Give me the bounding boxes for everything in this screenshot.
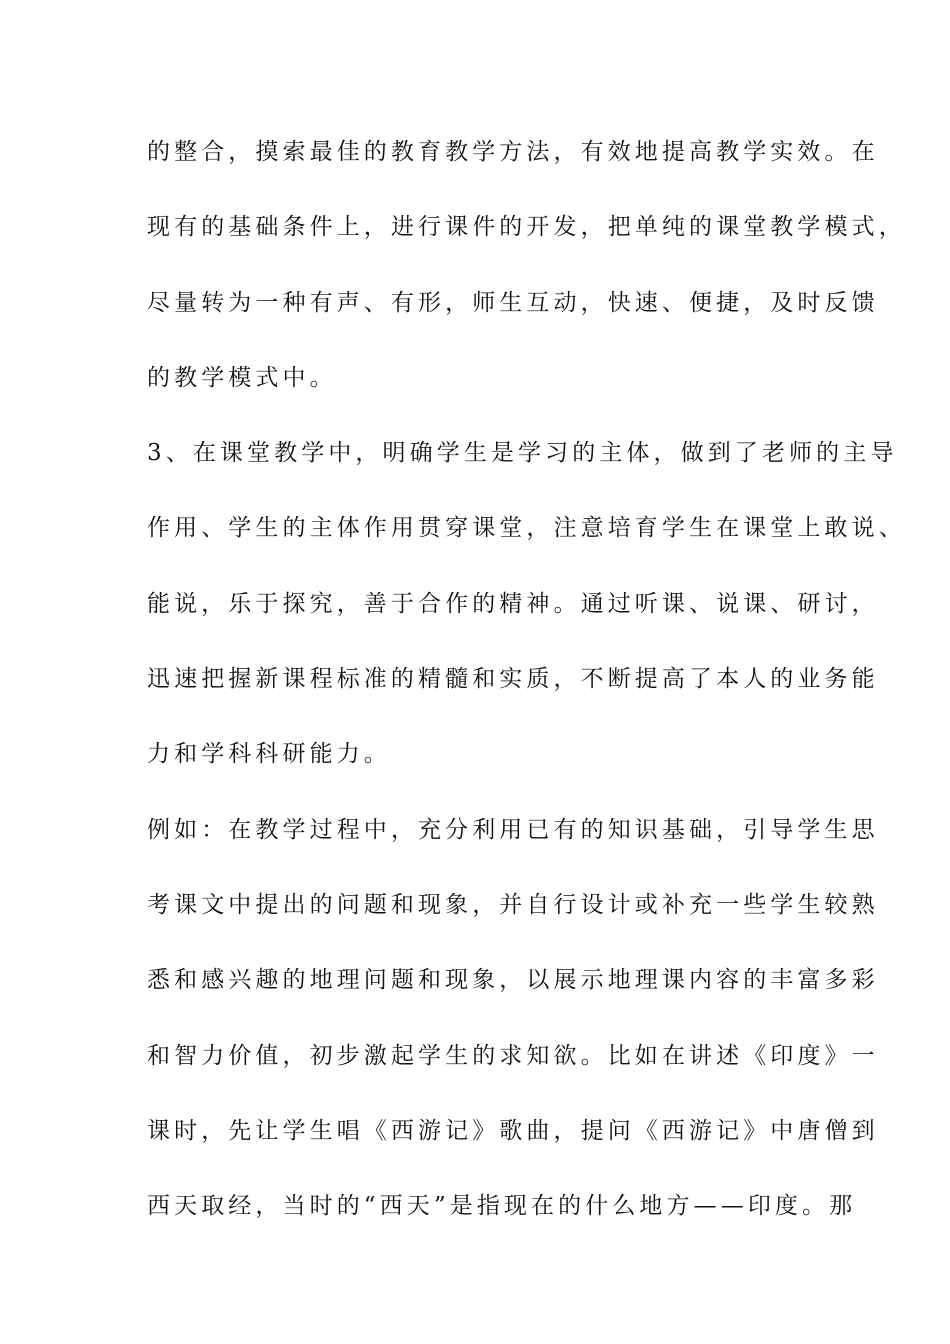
text-line: 力和学科科研能力。 — [147, 741, 391, 768]
body-text — [147, 132, 906, 1261]
text-line: 考课文中提出的问题和现象，并自行设计或补充一些学生较熟 — [147, 891, 879, 918]
text-line: 迅速把握新课程标准的精髓和实质，不断提高了本人的业务能 — [147, 666, 879, 693]
text-line: 的整合，摸索最佳的教育教学方法，有效地提高教学实效。在 — [147, 139, 879, 165]
text-line: 3、在课堂教学中，明确学生是学习的主体，做到了老师的主导 — [147, 440, 898, 467]
text-line: 现有的基础条件上，进行课件的开发，把单纯的课堂教学模式， — [147, 214, 906, 241]
text-line: 能说，乐于探究，善于合作的精神。通过听课、说课、研讨， — [147, 590, 879, 617]
text-line: 西天取经，当时的“西天”是指现在的什么地方——印度。那 — [147, 1193, 857, 1220]
text-line: 作用、学生的主体作用贯穿课堂，注意培育学生在课堂上敢说、 — [147, 515, 906, 542]
text-line: 尽量转为一种有声、有形，师生互动，快速、便捷，及时反馈 — [147, 289, 879, 316]
text-line: 例如：在教学过程中，充分利用已有的知识基础，引导学生思 — [147, 816, 879, 843]
text-line: 和智力价值，初步激起学生的求知欲。比如在讲述《印度》一 — [147, 1042, 879, 1069]
text-line: 悉和感兴趣的地理问题和现象，以展示地理课内容的丰富多彩 — [147, 967, 879, 994]
text-line: 的教学模式中。 — [147, 364, 337, 391]
text-line: 课时，先让学生唱《西游记》歌曲，提问《西游记》中唐僧到 — [147, 1117, 879, 1144]
